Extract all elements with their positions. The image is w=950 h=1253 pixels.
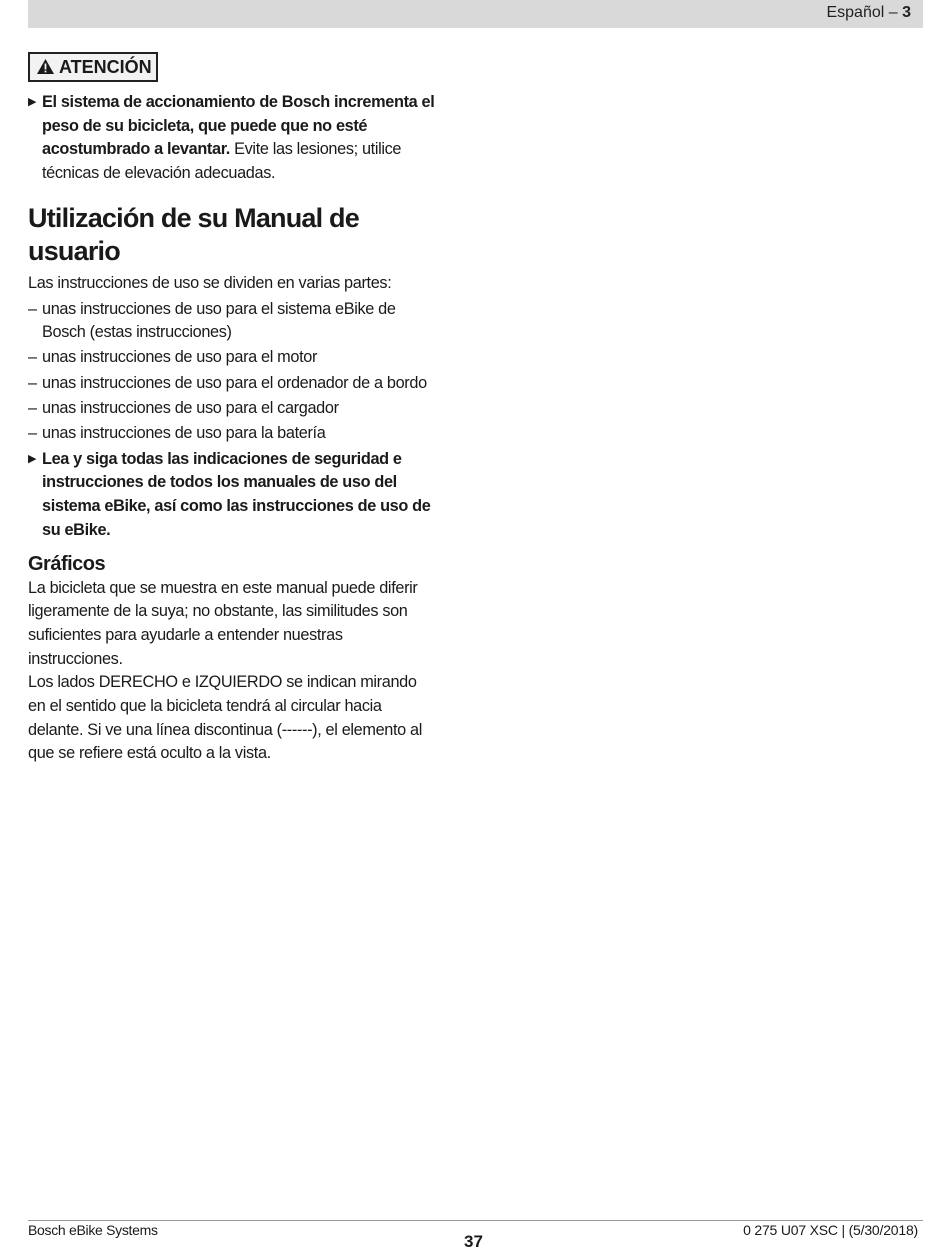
warning-normal-text: Evite las lesiones; utilice técnicas de elevación adecuadas. xyxy=(42,140,402,183)
header-language: Español xyxy=(826,4,885,21)
page-header xyxy=(28,0,923,28)
list-item xyxy=(28,397,438,421)
dash-marker: – xyxy=(28,424,37,443)
footer-divider xyxy=(28,1220,923,1221)
dash-marker: – xyxy=(28,373,37,392)
manual-safety-bold-text: Lea y siga todas las indicaciones de seguridad e instrucciones de todos los manuales de uso del sistema eBike, así como las instrucciones de uso de su eBike. xyxy=(42,449,431,539)
main-column xyxy=(28,52,438,766)
header-page-number: 3 xyxy=(902,4,911,21)
list-item-text: unas instrucciones de uso para la batería xyxy=(42,424,326,443)
bullet-arrow-icon: ▶ xyxy=(28,452,37,465)
graphics-paragraph-1: La bicicleta que se muestra en este manual puede diferir ligeramente de la suya; no obstante, las similitudes son suficientes para ayudarle a entender nuestras instrucciones. xyxy=(28,578,418,668)
list-item-text: unas instrucciones de uso para el ordenador de a bordo xyxy=(42,373,427,392)
section-title-graphics: Gráficos xyxy=(28,552,106,575)
list-item xyxy=(28,422,438,446)
warning-label-box xyxy=(28,52,158,82)
dash-marker: – xyxy=(28,398,37,417)
manual-intro: Las instrucciones de uso se dividen en varias partes: xyxy=(28,273,392,292)
list-item xyxy=(28,372,438,396)
list-item xyxy=(28,346,438,370)
graphics-paragraph-2: Los lados DERECHO e IZQUIERDO se indican mirando en el sentido que la bicicleta tendrá al circular hacia delante. Si ve una línea discontinua (------), el elemento al que se refiere está oculto a la vista. xyxy=(28,673,423,763)
header-text xyxy=(826,4,911,22)
footer-page-number: 37 xyxy=(464,1232,483,1251)
section-title-manual: Utilización de su Manual de usuario xyxy=(28,202,359,266)
manual-safety-paragraph xyxy=(28,448,438,543)
dash-marker: – xyxy=(28,299,37,318)
bullet-arrow-icon: ▶ xyxy=(28,96,37,108)
list-item-text: unas instrucciones de uso para el motor xyxy=(42,348,318,367)
dash-marker: – xyxy=(28,348,37,367)
warning-triangle-icon xyxy=(36,58,55,75)
warning-label: ATENCIÓN xyxy=(59,57,152,77)
warning-paragraph xyxy=(28,91,438,186)
list-item-text: unas instrucciones de uso para el sistema eBike de Bosch (estas instrucciones) xyxy=(42,299,396,342)
footer-brand: Bosch eBike Systems xyxy=(28,1222,158,1238)
list-item xyxy=(28,298,438,345)
manual-parts-list xyxy=(28,298,438,446)
header-separator: – xyxy=(884,4,903,21)
footer-doc-code: 0 275 U07 XSC | (5/30/2018) xyxy=(743,1222,918,1238)
list-item-text: unas instrucciones de uso para el cargador xyxy=(42,398,339,417)
warning-bold-text: El sistema de accionamiento de Bosch incrementa el peso de su bicicleta, que puede que no esté acostumbrado a levantar. xyxy=(42,93,435,159)
